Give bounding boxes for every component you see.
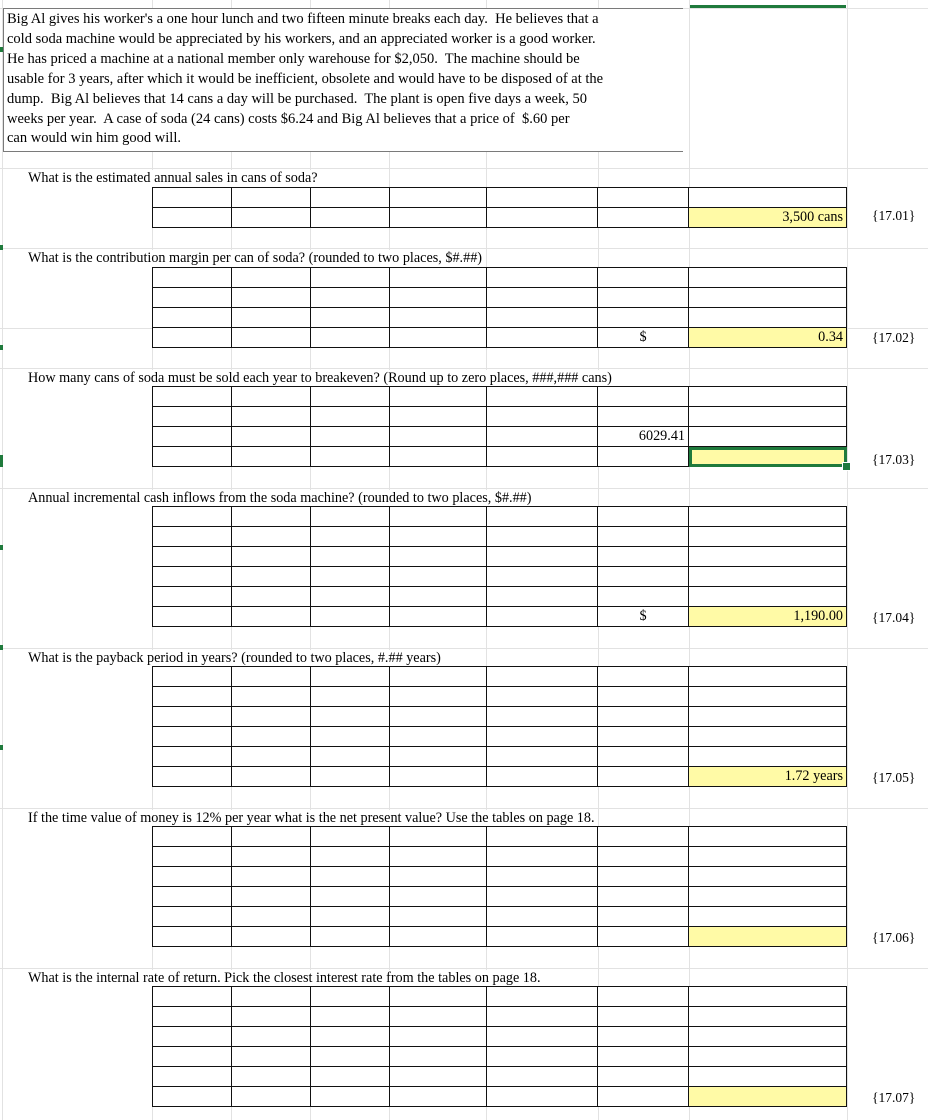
question-contribution-margin: What is the contribution margin per can of soda? (rounded to two places, $#.##)	[28, 250, 485, 267]
work-cell[interactable]	[689, 827, 847, 847]
table-row	[153, 527, 847, 547]
work-cell[interactable]	[689, 308, 847, 328]
work-cell[interactable]	[598, 268, 689, 288]
work-cell[interactable]	[311, 567, 390, 587]
work-cell[interactable]	[390, 188, 487, 208]
work-cell[interactable]	[311, 887, 390, 907]
work-cell[interactable]	[153, 687, 232, 707]
work-cell[interactable]	[153, 587, 232, 607]
work-cell[interactable]	[487, 927, 598, 947]
reference-code: {17.03}	[872, 452, 916, 467]
work-table-breakeven	[152, 386, 847, 467]
work-cell[interactable]	[390, 447, 487, 467]
work-cell[interactable]	[487, 867, 598, 887]
work-cell[interactable]	[598, 867, 689, 887]
work-cell[interactable]	[311, 667, 390, 687]
work-cell[interactable]	[487, 587, 598, 607]
table-row	[153, 707, 847, 727]
work-cell[interactable]	[311, 987, 390, 1007]
work-cell[interactable]	[689, 987, 847, 1007]
work-cell[interactable]	[232, 687, 311, 707]
work-cell[interactable]	[311, 607, 390, 627]
work-cell[interactable]	[487, 987, 598, 1007]
work-cell[interactable]	[153, 328, 232, 348]
work-cell[interactable]	[311, 907, 390, 927]
work-table-npv	[152, 826, 847, 947]
work-cell[interactable]	[390, 1087, 487, 1107]
work-cell[interactable]	[487, 847, 598, 867]
work-cell[interactable]	[390, 308, 487, 328]
work-cell[interactable]	[153, 1047, 232, 1067]
table-row	[153, 507, 847, 527]
work-cell[interactable]	[598, 927, 689, 947]
work-cell[interactable]	[232, 707, 311, 727]
work-cell[interactable]	[390, 707, 487, 727]
work-cell[interactable]	[390, 288, 487, 308]
work-cell[interactable]	[311, 747, 390, 767]
table-row	[153, 288, 847, 308]
work-cell[interactable]	[390, 747, 487, 767]
work-cell[interactable]	[390, 407, 487, 427]
work-cell[interactable]	[487, 667, 598, 687]
reference-code: {17.05}	[872, 770, 916, 785]
work-cell[interactable]	[689, 427, 847, 447]
work-cell[interactable]	[232, 867, 311, 887]
work-cell[interactable]	[232, 1007, 311, 1027]
work-cell[interactable]	[487, 1067, 598, 1087]
work-cell[interactable]	[598, 1047, 689, 1067]
work-cell[interactable]	[390, 587, 487, 607]
work-cell[interactable]	[232, 827, 311, 847]
work-cell[interactable]	[311, 727, 390, 747]
work-cell[interactable]	[232, 288, 311, 308]
table-row	[153, 387, 847, 407]
work-cell[interactable]	[390, 887, 487, 907]
work-cell[interactable]	[153, 1067, 232, 1087]
column-selection-indicator	[690, 5, 846, 8]
work-cell[interactable]	[689, 288, 847, 308]
table-row	[153, 1007, 847, 1027]
answer-cell-cash-inflows[interactable]: 1,190.00	[689, 607, 847, 627]
table-row	[153, 687, 847, 707]
answer-cell-contribution-margin[interactable]: 0.34	[689, 328, 847, 348]
question-annual-sales: What is the estimated annual sales in cans of soda?	[28, 170, 321, 187]
work-cell[interactable]	[598, 1027, 689, 1047]
table-row	[153, 907, 847, 927]
work-cell[interactable]	[487, 1007, 598, 1027]
work-cell[interactable]	[487, 767, 598, 787]
work-cell[interactable]	[232, 667, 311, 687]
work-cell[interactable]	[153, 907, 232, 927]
work-cell[interactable]	[153, 1007, 232, 1027]
work-cell[interactable]	[153, 667, 232, 687]
work-cell[interactable]	[153, 407, 232, 427]
work-cell[interactable]	[232, 1067, 311, 1087]
work-cell[interactable]	[689, 407, 847, 427]
work-cell[interactable]	[232, 447, 311, 467]
work-cell[interactable]	[390, 987, 487, 1007]
reference-code: {17.01}	[872, 208, 916, 223]
work-cell[interactable]	[153, 867, 232, 887]
table-row	[153, 1087, 847, 1107]
work-cell[interactable]	[598, 447, 689, 467]
work-cell[interactable]	[311, 427, 390, 447]
work-cell[interactable]	[153, 987, 232, 1007]
work-cell[interactable]	[232, 987, 311, 1007]
work-cell[interactable]	[598, 407, 689, 427]
table-row	[153, 447, 847, 467]
table-row	[153, 328, 847, 348]
work-cell[interactable]	[390, 847, 487, 867]
work-cell[interactable]	[390, 328, 487, 348]
work-cell[interactable]	[153, 1087, 232, 1107]
work-cell[interactable]	[689, 507, 847, 527]
work-cell[interactable]	[598, 208, 689, 228]
work-cell[interactable]	[598, 567, 689, 587]
work-cell[interactable]	[598, 527, 689, 547]
work-table-irr	[152, 986, 847, 1107]
work-cell[interactable]	[153, 507, 232, 527]
work-cell[interactable]	[232, 1087, 311, 1107]
work-cell[interactable]	[390, 767, 487, 787]
table-row	[153, 1047, 847, 1067]
work-cell[interactable]	[390, 667, 487, 687]
work-cell[interactable]	[232, 308, 311, 328]
work-cell[interactable]	[689, 268, 847, 288]
work-cell[interactable]	[390, 567, 487, 587]
work-cell[interactable]	[153, 707, 232, 727]
work-cell[interactable]	[311, 387, 390, 407]
work-cell[interactable]	[153, 308, 232, 328]
work-cell[interactable]	[311, 507, 390, 527]
currency-symbol[interactable]: $	[598, 607, 689, 627]
work-cell[interactable]	[390, 507, 487, 527]
work-cell[interactable]	[689, 1027, 847, 1047]
work-cell[interactable]	[311, 767, 390, 787]
work-cell[interactable]	[598, 507, 689, 527]
work-cell[interactable]	[232, 427, 311, 447]
work-cell[interactable]	[487, 188, 598, 208]
work-value-cell[interactable]: 6029.41	[598, 427, 689, 447]
work-cell[interactable]	[487, 507, 598, 527]
work-cell[interactable]	[311, 188, 390, 208]
reference-code: {17.02}	[872, 330, 916, 345]
work-cell[interactable]	[598, 767, 689, 787]
work-cell[interactable]	[487, 288, 598, 308]
work-cell[interactable]	[232, 527, 311, 547]
work-cell[interactable]	[689, 547, 847, 567]
work-cell[interactable]	[311, 847, 390, 867]
work-cell[interactable]	[487, 1087, 598, 1107]
reference-code: {17.06}	[872, 930, 916, 945]
selection-fill-handle[interactable]	[842, 462, 851, 471]
table-row	[153, 1027, 847, 1047]
work-cell[interactable]	[232, 208, 311, 228]
work-cell[interactable]	[689, 1067, 847, 1087]
answer-cell-breakeven[interactable]	[689, 447, 847, 467]
work-cell[interactable]	[153, 268, 232, 288]
answer-cell-npv[interactable]	[689, 927, 847, 947]
work-cell[interactable]	[232, 328, 311, 348]
work-cell[interactable]	[232, 847, 311, 867]
work-cell[interactable]	[232, 507, 311, 527]
work-table-contribution-margin	[152, 267, 847, 348]
work-cell[interactable]	[311, 827, 390, 847]
work-cell[interactable]	[390, 547, 487, 567]
work-cell[interactable]	[487, 547, 598, 567]
table-row	[153, 407, 847, 427]
work-cell[interactable]	[598, 747, 689, 767]
work-cell[interactable]	[153, 767, 232, 787]
work-cell[interactable]	[232, 607, 311, 627]
work-cell[interactable]	[487, 907, 598, 927]
work-cell[interactable]	[153, 727, 232, 747]
work-cell[interactable]	[390, 1027, 487, 1047]
work-cell[interactable]	[232, 907, 311, 927]
work-cell[interactable]	[598, 387, 689, 407]
work-cell[interactable]	[390, 867, 487, 887]
work-cell[interactable]	[390, 527, 487, 547]
work-cell[interactable]	[153, 208, 232, 228]
answer-cell-irr[interactable]	[689, 1087, 847, 1107]
question-net-present-value: If the time value of money is 12% per year what is the net present value? Use the tables on page 18.	[28, 810, 598, 827]
work-cell[interactable]	[487, 607, 598, 627]
reference-code: {17.07}	[872, 1090, 916, 1105]
work-cell[interactable]	[598, 587, 689, 607]
work-cell[interactable]	[311, 288, 390, 308]
work-cell[interactable]	[153, 188, 232, 208]
work-cell[interactable]	[311, 328, 390, 348]
work-cell[interactable]	[153, 747, 232, 767]
work-cell[interactable]	[311, 867, 390, 887]
answer-cell-payback[interactable]: 1.72 years	[689, 767, 847, 787]
work-cell[interactable]	[598, 308, 689, 328]
work-cell[interactable]	[689, 387, 847, 407]
table-row	[153, 927, 847, 947]
work-cell[interactable]	[598, 1067, 689, 1087]
table-row	[153, 547, 847, 567]
work-cell[interactable]	[232, 727, 311, 747]
table-row	[153, 747, 847, 767]
work-cell[interactable]	[232, 547, 311, 567]
work-cell[interactable]	[487, 308, 598, 328]
work-cell[interactable]	[487, 447, 598, 467]
work-cell[interactable]	[598, 847, 689, 867]
work-cell[interactable]	[232, 587, 311, 607]
work-cell[interactable]	[311, 1027, 390, 1047]
work-cell[interactable]	[598, 188, 689, 208]
work-cell[interactable]	[390, 387, 487, 407]
table-row	[153, 1067, 847, 1087]
table-row	[153, 667, 847, 687]
work-cell[interactable]	[311, 527, 390, 547]
work-cell[interactable]	[689, 707, 847, 727]
work-cell[interactable]	[311, 1067, 390, 1087]
work-cell[interactable]	[153, 387, 232, 407]
work-cell[interactable]	[311, 208, 390, 228]
work-cell[interactable]	[390, 427, 487, 447]
work-cell[interactable]	[487, 268, 598, 288]
work-cell[interactable]	[232, 927, 311, 947]
work-cell[interactable]	[598, 288, 689, 308]
work-cell[interactable]	[689, 567, 847, 587]
work-cell[interactable]	[598, 667, 689, 687]
work-cell[interactable]	[487, 328, 598, 348]
work-table-annual-sales	[152, 187, 847, 228]
work-cell[interactable]	[598, 1087, 689, 1107]
work-cell[interactable]	[311, 1087, 390, 1107]
table-row	[153, 827, 847, 847]
work-cell[interactable]	[311, 268, 390, 288]
table-row	[153, 607, 847, 627]
work-cell[interactable]	[311, 407, 390, 427]
work-cell[interactable]	[311, 707, 390, 727]
work-cell[interactable]	[390, 1007, 487, 1027]
work-cell[interactable]	[487, 387, 598, 407]
work-cell[interactable]	[390, 907, 487, 927]
work-cell[interactable]	[311, 1047, 390, 1067]
problem-statement: Big Al gives his worker's a one hour lunch and two fifteen minute breaks each day. He believes that a cold soda machine would be appreciated by his workers, and an appreciated worker is a good worker. He has priced a machine at a national member only warehouse for $2,050. The machine should be usable for 3 years, after which it would be inefficient, obsolete and would have to be disposed of at the dump. Big Al believes that 14 cans a day will be purchased. The plant is open five days a week, 50 weeks per year. A case of soda (24 cans) costs $6.24 and Big Al believes that a price of $.60 per can would win him good will.	[3, 8, 683, 152]
work-cell[interactable]	[153, 547, 232, 567]
table-row	[153, 427, 847, 447]
table-row	[153, 727, 847, 747]
work-cell[interactable]	[390, 687, 487, 707]
work-cell[interactable]	[598, 707, 689, 727]
work-cell[interactable]	[487, 707, 598, 727]
work-cell[interactable]	[153, 288, 232, 308]
work-cell[interactable]	[689, 587, 847, 607]
reference-code: {17.04}	[872, 610, 916, 625]
work-cell[interactable]	[598, 887, 689, 907]
currency-symbol[interactable]: $	[598, 328, 689, 348]
work-cell[interactable]	[598, 547, 689, 567]
work-cell[interactable]	[153, 1027, 232, 1047]
work-table-payback	[152, 666, 847, 787]
question-internal-rate-of-return: What is the internal rate of return. Pick the closest interest rate from the tables on page 18.	[28, 970, 544, 987]
work-cell[interactable]	[487, 747, 598, 767]
work-cell[interactable]	[487, 427, 598, 447]
work-cell[interactable]	[689, 847, 847, 867]
work-cell[interactable]	[390, 1067, 487, 1087]
work-cell[interactable]	[689, 188, 847, 208]
table-row	[153, 847, 847, 867]
work-cell[interactable]	[598, 827, 689, 847]
work-cell[interactable]	[487, 727, 598, 747]
answer-cell-annual-sales[interactable]: 3,500 cans	[689, 208, 847, 228]
work-cell[interactable]	[689, 667, 847, 687]
work-cell[interactable]	[598, 907, 689, 927]
work-cell[interactable]	[487, 1047, 598, 1067]
work-cell[interactable]	[487, 887, 598, 907]
work-cell[interactable]	[390, 208, 487, 228]
work-cell[interactable]	[390, 268, 487, 288]
question-cash-inflows: Annual incremental cash inflows from the soda machine? (rounded to two places, $#.##)	[28, 490, 535, 507]
work-cell[interactable]	[689, 747, 847, 767]
work-cell[interactable]	[487, 407, 598, 427]
table-row	[153, 268, 847, 288]
work-cell[interactable]	[232, 567, 311, 587]
work-cell[interactable]	[311, 687, 390, 707]
question-payback-period: What is the payback period in years? (rounded to two places, #.## years)	[28, 650, 444, 667]
work-cell[interactable]	[153, 847, 232, 867]
work-cell[interactable]	[487, 1027, 598, 1047]
work-cell[interactable]	[390, 607, 487, 627]
work-cell[interactable]	[153, 527, 232, 547]
work-cell[interactable]	[232, 387, 311, 407]
work-cell[interactable]	[390, 827, 487, 847]
work-cell[interactable]	[689, 687, 847, 707]
work-cell[interactable]	[598, 687, 689, 707]
work-cell[interactable]	[689, 907, 847, 927]
work-cell[interactable]	[598, 987, 689, 1007]
table-row	[153, 767, 847, 787]
work-cell[interactable]	[153, 827, 232, 847]
table-row	[153, 208, 847, 228]
work-cell[interactable]	[598, 727, 689, 747]
work-cell[interactable]	[487, 567, 598, 587]
table-row	[153, 867, 847, 887]
work-cell[interactable]	[487, 827, 598, 847]
work-cell[interactable]	[311, 547, 390, 567]
work-cell[interactable]	[232, 268, 311, 288]
work-cell[interactable]	[689, 527, 847, 547]
work-cell[interactable]	[689, 887, 847, 907]
work-cell[interactable]	[487, 687, 598, 707]
work-cell[interactable]	[153, 567, 232, 587]
table-row	[153, 987, 847, 1007]
work-cell[interactable]	[487, 208, 598, 228]
work-cell[interactable]	[153, 607, 232, 627]
table-row	[153, 567, 847, 587]
work-cell[interactable]	[311, 587, 390, 607]
work-cell[interactable]	[311, 1007, 390, 1027]
work-cell[interactable]	[311, 447, 390, 467]
work-cell[interactable]	[311, 308, 390, 328]
work-cell[interactable]	[153, 927, 232, 947]
work-cell[interactable]	[487, 527, 598, 547]
work-cell[interactable]	[390, 927, 487, 947]
work-cell[interactable]	[232, 767, 311, 787]
table-row	[153, 887, 847, 907]
work-cell[interactable]	[232, 407, 311, 427]
work-cell[interactable]	[232, 887, 311, 907]
work-cell[interactable]	[232, 1047, 311, 1067]
work-cell[interactable]	[390, 727, 487, 747]
work-cell[interactable]	[689, 1047, 847, 1067]
work-cell[interactable]	[390, 1047, 487, 1067]
table-row	[153, 188, 847, 208]
work-cell[interactable]	[232, 747, 311, 767]
work-cell[interactable]	[153, 427, 232, 447]
work-cell[interactable]	[153, 447, 232, 467]
work-cell[interactable]	[153, 887, 232, 907]
work-cell[interactable]	[689, 1007, 847, 1027]
table-row	[153, 308, 847, 328]
work-cell[interactable]	[598, 1007, 689, 1027]
work-cell[interactable]	[689, 867, 847, 887]
work-cell[interactable]	[232, 188, 311, 208]
table-row	[153, 587, 847, 607]
work-cell[interactable]	[689, 727, 847, 747]
work-table-cash-inflows	[152, 506, 847, 627]
work-cell[interactable]	[232, 1027, 311, 1047]
question-breakeven-cans: How many cans of soda must be sold each year to breakeven? (Round up to zero places, ###,### cans)	[28, 370, 615, 387]
work-cell[interactable]	[311, 927, 390, 947]
